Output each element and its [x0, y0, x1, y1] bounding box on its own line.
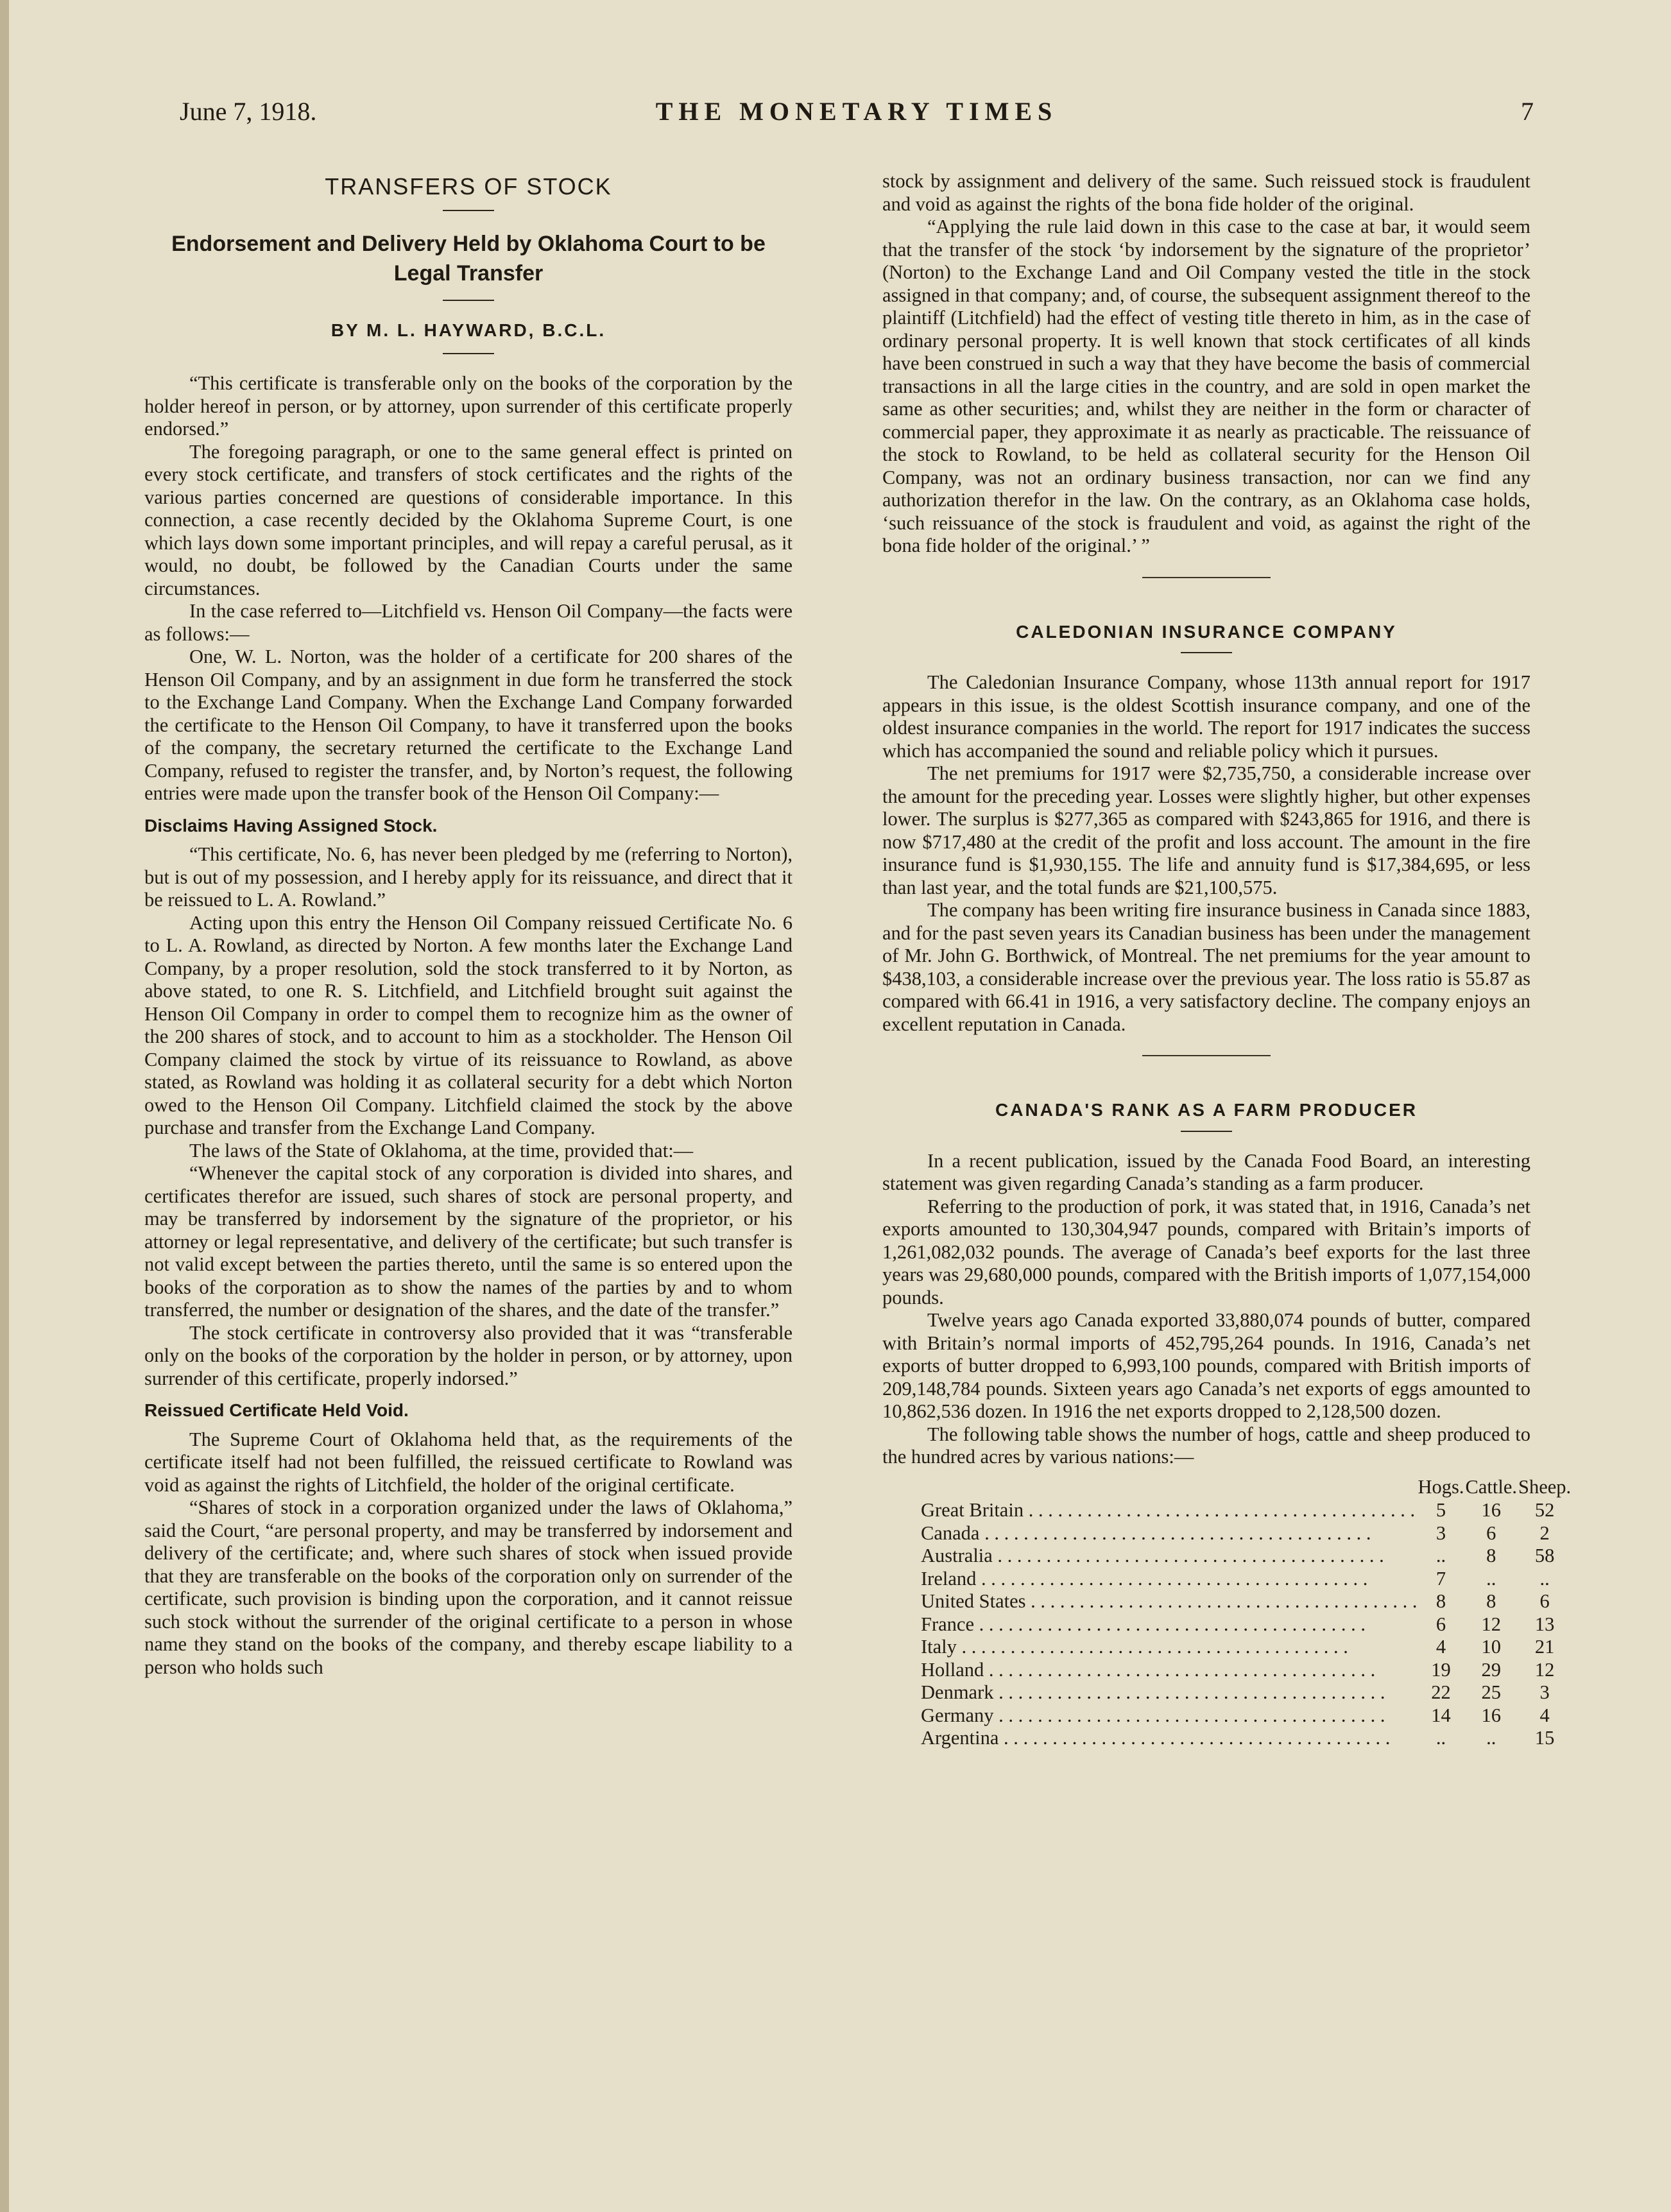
hogs-cell: .. — [1435, 1545, 1446, 1566]
right-column — [882, 170, 1572, 1750]
hogs-cell: .. — [1435, 1727, 1446, 1749]
paragraph: The foregoing paragraph, or one to the same general effect is printed on every stock certificate, and transfers of stock certificates and the rights of the various parties concerned are questions of considerable importance. In this connection, a case recently decided by the Oklahoma Supreme Court, is one which lays down some important principles, and will repay a careful perusal, as it would, no doubt, be followed by the Canadian Courts under the same circumstances. — [144, 440, 793, 599]
article-separator — [1142, 1055, 1271, 1056]
cattle-cell: 10 — [1481, 1636, 1502, 1658]
hogs-cell: 4 — [1435, 1636, 1446, 1658]
divider — [443, 353, 494, 354]
country-cell: France . . . . . . . . . . . . . . . . . . . . . . . . . . . . . . . . . . . . . . . . — [921, 1613, 1366, 1635]
table-body — [921, 1499, 1572, 1750]
table-header-hogs: Hogs. — [1418, 1475, 1464, 1498]
country-cell: Germany . . . . . . . . . . . . . . . . . . . . . . . . . . . . . . . . . . . . . . . . — [921, 1704, 1385, 1726]
hogs-cell: 22 — [1431, 1681, 1451, 1703]
paragraph: “Applying the rule laid down in this case to the case at bar, it would seem that the transfer of the stock ‘by indorsement by the signature of the proprietor’ (Norton) to the Exchange Land and Oil Company vested the title in the stock assigned in that company; and, of course, the subsequent assignment thereof to the plaintiff (Litchfield) had the effect of vesting title thereto in him, as in the case of ordinary personal property. It is well known that stock certificates of all kinds have been construed in such a way that they have become the basis of commercial transactions in all the large cities in the country, and are sold in open market the same as other securities; and, whilst they are neither in the form or character of commercial paper, they approximate it as nearly as practicable. The reissuance of the stock to Rowland, to be held as collateral security for the Henson Oil Company, was not an ordinary business transaction, nor can we find any authorization therefor in the law. On the contrary, as an Oklahoma case holds, ‘such reissuance of the stock is fraudulent and void, as against the right of the bona fide holder of the original.’ ” — [882, 216, 1530, 556]
paragraph: The net premiums for 1917 were $2,735,750, a considerable increase over the amount for the preceding year. Losses were slightly higher, but other expenses lower. The surplus is $277,365 as compared with $243,865 for 1916, and there is now $717,480 at the credit of the profit and loss account. The amount in the fire insurance fund is $1,930,155. The life and annuity fund is $17,384,695, or less than last year, and the total funds are $21,100,575. — [882, 762, 1530, 898]
section-subheading: Disclaims Having Assigned Stock. — [144, 815, 438, 836]
table-row — [921, 1659, 1572, 1682]
hogs-cell: 5 — [1435, 1499, 1446, 1521]
paragraph: The Supreme Court of Oklahoma held that, as the requirements of the certificate itself had not been fulfilled, the reissued certificate to Rowland was void as against the rights of Litchfield, the holder of the original certificate. — [144, 1428, 793, 1496]
article-title: CALEDONIAN INSURANCE COMPANY — [1016, 621, 1397, 642]
paragraph: “This certificate, No. 6, has never been pledged by me (referring to Norton), but is out of my possession, and I hereby apply for its reissuance, and direct that it be reissued to L. A. Rowland.” — [144, 843, 793, 911]
table-header-country — [921, 1475, 1418, 1500]
cattle-cell: 16 — [1481, 1499, 1502, 1521]
hogs-cell: 6 — [1435, 1613, 1446, 1635]
hogs-cell: 14 — [1431, 1704, 1451, 1726]
article-body — [882, 1150, 1530, 1469]
paragraph: “This certificate is transferable only on the books of the corporation by the holder hereof in person, or by attorney, upon surrender of this certificate properly endorsed.” — [144, 372, 793, 440]
country-cell: Australia . . . . . . . . . . . . . . . . . . . . . . . . . . . . . . . . . . . . . . . . — [921, 1545, 1384, 1566]
sheep-cell: 15 — [1534, 1727, 1555, 1749]
cattle-cell: 8 — [1486, 1545, 1496, 1566]
paragraph: One, W. L. Norton, was the holder of a certificate for 200 shares of the Henson Oil Company, and by an assignment in due form he transferred the stock to the Exchange Land Company. When the Exchange Land Company forwarded the certificate to the Henson Oil Company, to have it transferred upon the books of the company, the secretary returned the certificate to the Exchange Land Company, refused to register the transfer, and, by Norton’s request, the following entries were made upon the transfer book of the Henson Oil Company:— — [144, 646, 793, 804]
divider — [443, 210, 494, 211]
left-column — [144, 170, 793, 1679]
article-separator — [1142, 577, 1271, 578]
publication-title: THE MONETARY TIMES — [655, 97, 1058, 126]
cattle-cell: 29 — [1481, 1658, 1502, 1681]
paragraph: Referring to the production of pork, it was stated that, in 1916, Canada’s net exports amounted to 130,304,947 pounds, compared with Britain’s imports of 1,261,082,032 pounds. The average of Canada’s beef exports for the last three years was 29,680,000 pounds, compared with the British imports of 1,077,154,000 pounds. — [882, 1195, 1530, 1308]
sheep-cell: 13 — [1534, 1613, 1555, 1635]
country-cell: United States . . . . . . . . . . . . . . . . . . . . . . . . . . . . . . . . . . . . . . . . — [921, 1590, 1418, 1612]
hogs-cell: 19 — [1431, 1658, 1451, 1681]
cattle-cell: 25 — [1481, 1681, 1502, 1703]
cattle-cell: 8 — [1486, 1590, 1496, 1612]
country-cell: Great Britain . . . . . . . . . . . . . . . . . . . . . . . . . . . . . . . . . . . . . . . . — [921, 1499, 1416, 1521]
article-byline: BY M. L. HAYWARD, B.C.L. — [330, 320, 606, 340]
article-body — [144, 1428, 793, 1679]
paragraph: The laws of the State of Oklahoma, at the time, provided that:— — [189, 1139, 694, 1162]
paragraph: “Shares of stock in a corporation organized under the laws of Oklahoma,” said the Court, “are personal property, and may be transferred by indorsement and delivery of the certificate; and, where such shares of stock when issued provide that they are transferable on the books of the corporation only on surrender of the certificate, such provision is binding upon the corporation, and it cannot reissue such stock without the surrender of the original certificate to a person in whose name they stand on the books of the company, and thereby escape liability to a person who holds such — [144, 1496, 793, 1678]
table-row — [921, 1545, 1572, 1568]
cattle-cell: .. — [1486, 1567, 1496, 1590]
paragraph: The following table shows the number of hogs, cattle and sheep produced to the hundred acres by various nations:— — [882, 1423, 1530, 1468]
article-body — [882, 671, 1530, 1036]
hogs-cell: 3 — [1435, 1522, 1446, 1544]
country-cell: Argentina . . . . . . . . . . . . . . . . . . . . . . . . . . . . . . . . . . . . . . . . — [921, 1727, 1391, 1749]
cattle-cell: 6 — [1486, 1522, 1496, 1544]
country-cell: Canada . . . . . . . . . . . . . . . . . . . . . . . . . . . . . . . . . . . . . . . . — [921, 1522, 1371, 1544]
paragraph: The stock certificate in controversy also provided that it was “transferable only on the books of the corporation by the holder in person, or by attorney, upon surrender of this certificate, properly indorsed.” — [144, 1321, 793, 1389]
paragraph: In a recent publication, issued by the Canada Food Board, an interesting statement was given regarding Canada’s standing as a farm producer. — [882, 1149, 1530, 1194]
cattle-cell: .. — [1486, 1727, 1496, 1749]
paragraph: The Caledonian Insurance Company, whose 113th annual report for 1917 appears in this issue, is the oldest Scottish insurance company, and one of the oldest insurance companies in the world. The report for 1917 indicates the success which has accompanied the sound and reliable policy which it pursues. — [882, 671, 1530, 762]
paragraph: stock by assignment and delivery of the same. Such reissued stock is fraudulent and void as against the rights of the bona fide holder of the original. — [882, 170, 1530, 215]
sheep-cell: 21 — [1534, 1636, 1555, 1658]
sheep-cell: 4 — [1539, 1704, 1550, 1726]
country-cell: Ireland . . . . . . . . . . . . . . . . . . . . . . . . . . . . . . . . . . . . . . . . — [921, 1567, 1368, 1590]
country-cell: Denmark . . . . . . . . . . . . . . . . . . . . . . . . . . . . . . . . . . . . . . . . — [921, 1681, 1385, 1703]
divider — [1181, 652, 1232, 653]
article-body — [144, 843, 793, 1390]
livestock-table — [921, 1475, 1572, 1750]
article-title: CANADA'S RANK AS A FARM PRODUCER — [995, 1100, 1418, 1120]
divider — [443, 300, 494, 301]
paragraph: The company has been writing fire insurance business in Canada since 1883, and for the past seven years its Canadian business has been under the management of Mr. John G. Borthwick, of Montreal. The net premiums for the year amount to $438,103, a considerable increase over the previous year. The loss ratio is 55.87 as compared with 66.41 in 1916, a very satisfactory decline. The company enjoys an excellent reputation in Canada. — [882, 899, 1530, 1035]
issue-date: June 7, 1918. — [180, 97, 317, 126]
table-row — [921, 1590, 1572, 1613]
article-continuation — [882, 170, 1530, 558]
cattle-cell: 16 — [1481, 1704, 1502, 1726]
article-body — [144, 372, 793, 805]
hogs-cell: 7 — [1435, 1567, 1446, 1590]
paragraph: “Whenever the capital stock of any corporation is divided into shares, and certificates therefor are issued, such shares of stock are personal property, and may be transferred by indorsement by the signature of the proprietor, or his attorney or legal representative, and delivery of the certificate; but such transfer is not valid except between the parties thereto, until the same is so entered upon the books of the corporation as to show the names of the parties by and to whom transferred, the number or designation of the shares, and the date of the transfer.” — [144, 1162, 793, 1321]
sheep-cell: 3 — [1539, 1681, 1550, 1703]
hogs-cell: 8 — [1435, 1590, 1446, 1612]
table-header-cattle: Cattle. — [1465, 1475, 1517, 1498]
table-row — [921, 1636, 1572, 1659]
table-row — [921, 1704, 1572, 1728]
page-header — [180, 96, 1534, 141]
table-row — [921, 1522, 1572, 1545]
paragraph: Twelve years ago Canada exported 33,880,074 pounds of butter, compared with Britain’s normal imports of 452,795,264 pounds. In 1916, Canada’s net exports of butter dropped to 6,993,100 pounds, compared with British imports of 209,148,784 pounds. Sixteen years ago Canada’s net exports of eggs amounted to 10,862,536 dozen. In 1916 the net exports dropped to 2,128,500 dozen. — [882, 1309, 1530, 1422]
table-row — [921, 1613, 1572, 1636]
sheep-cell: 58 — [1534, 1545, 1555, 1566]
table-row — [921, 1727, 1572, 1750]
cattle-cell: 12 — [1481, 1613, 1502, 1635]
sheep-cell: 2 — [1539, 1522, 1550, 1544]
country-cell: Holland . . . . . . . . . . . . . . . . . . . . . . . . . . . . . . . . . . . . . . . . — [921, 1658, 1376, 1681]
section-subheading: Reissued Certificate Held Void. — [144, 1400, 409, 1420]
article-title: TRANSFERS OF STOCK — [325, 173, 612, 200]
country-cell: Italy . . . . . . . . . . . . . . . . . . . . . . . . . . . . . . . . . . . . . . . . — [921, 1636, 1348, 1658]
sheep-cell: 12 — [1534, 1658, 1555, 1681]
page-binding-edge — [0, 0, 9, 2212]
sheep-cell: 6 — [1539, 1590, 1550, 1612]
table-header-sheep: Sheep. — [1518, 1475, 1572, 1498]
table-row — [921, 1568, 1572, 1591]
sheep-cell: 52 — [1534, 1499, 1555, 1521]
divider — [1181, 1131, 1232, 1132]
table-row — [921, 1681, 1572, 1704]
sheep-cell: .. — [1539, 1567, 1550, 1590]
article-subtitle: Endorsement and Delivery Held by Oklahoma Court to be Legal Transfer — [171, 231, 766, 286]
paragraph: In the case referred to—Litchfield vs. Henson Oil Company—the facts were as follows:— — [144, 600, 793, 645]
paragraph: Acting upon this entry the Henson Oil Company reissued Certificate No. 6 to L. A. Rowland, as directed by Norton. A few months later the Exchange Land Company, by a proper resolution, sold the stock transferred to it by Norton, as above stated, to one R. S. Litchfield, and Litchfield brought suit against the Henson Oil Company in order to compel them to recognize him as the owner of the 200 shares of stock, and to account to him as a stockholder. The Henson Oil Company claimed the stock by virtue of its reissuance to Rowland, as above stated, as Rowland was holding it as collateral security for a debt which Norton owed to the Henson Oil Company. Litchfield claimed the stock by the above purchase and transfer from the Exchange Land Company. — [144, 911, 793, 1138]
page-number: 7 — [1521, 97, 1534, 126]
table-row — [921, 1499, 1572, 1522]
